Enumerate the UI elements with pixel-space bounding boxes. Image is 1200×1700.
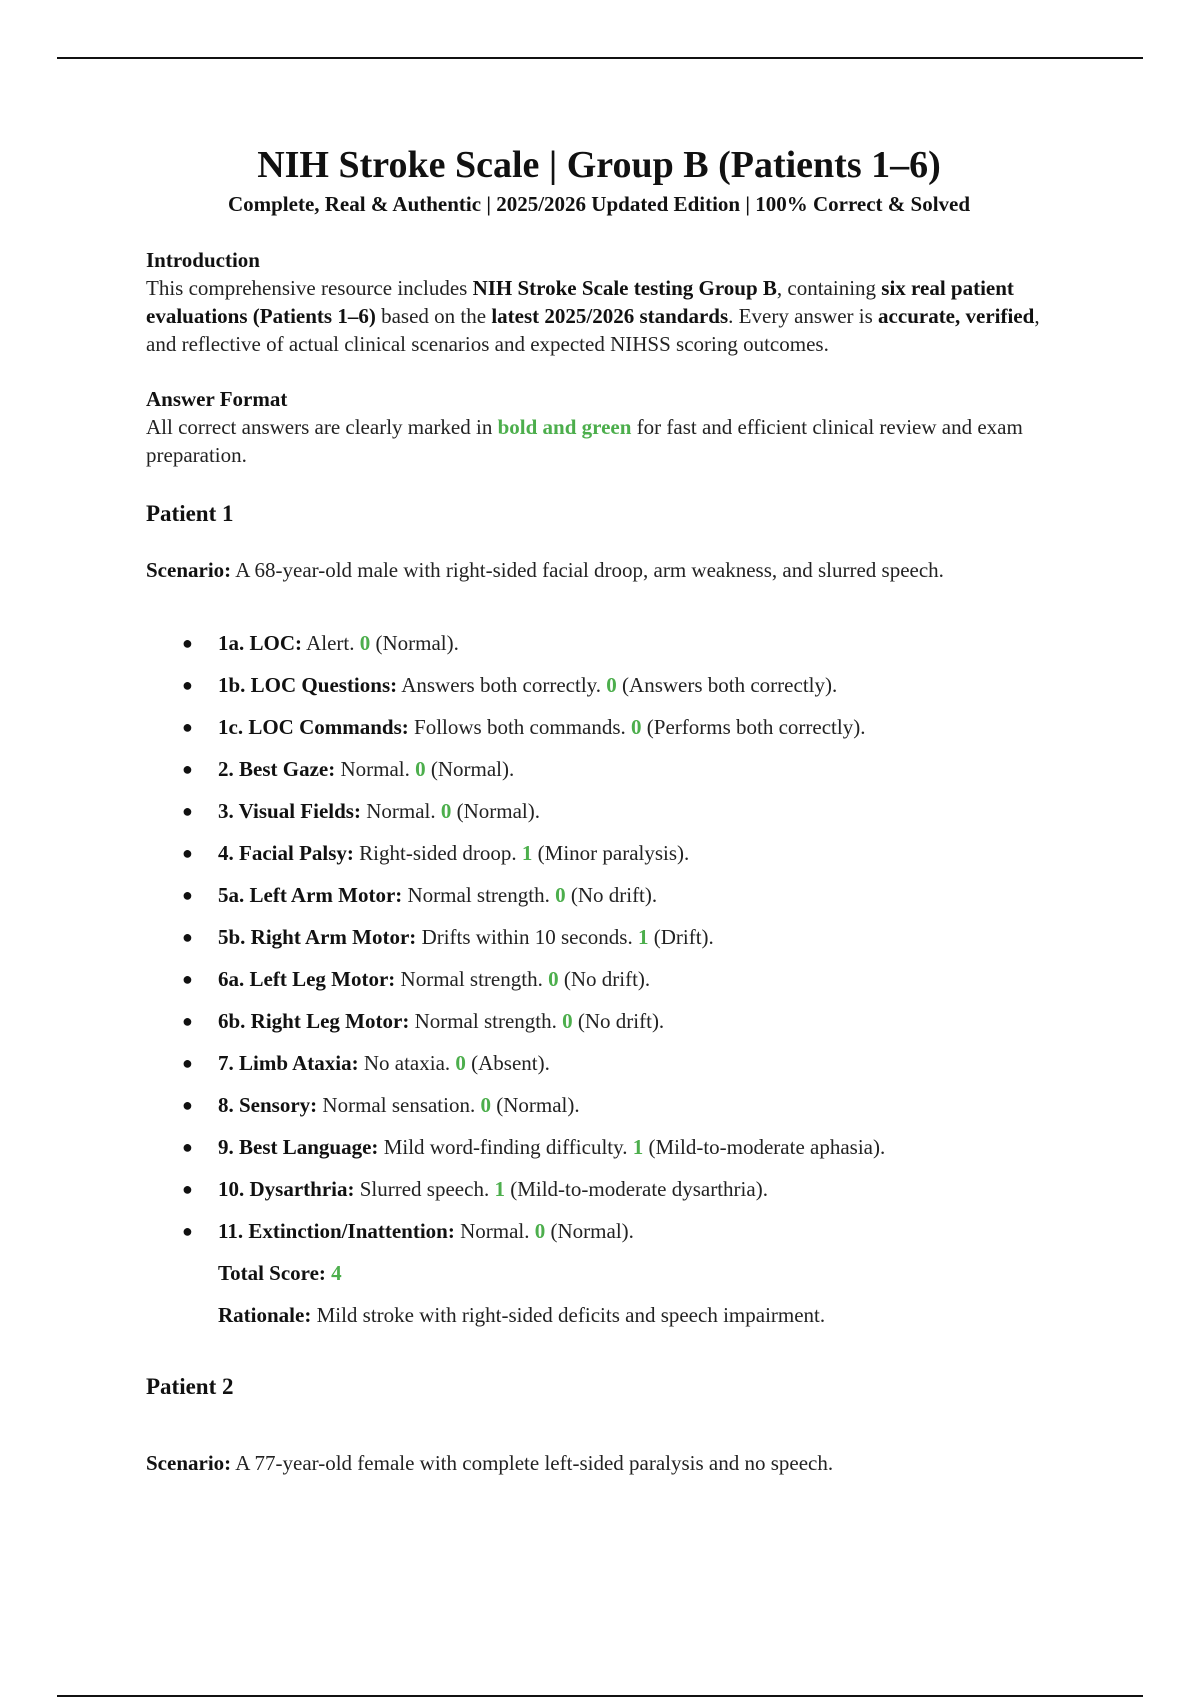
item-score: 1: [632, 1135, 644, 1159]
bullet-icon: ●: [182, 1179, 193, 1199]
rationale: [146, 1294, 1052, 1336]
item-label: 6a. Left Leg Motor:: [218, 967, 396, 991]
bullet-icon: ●: [182, 1137, 193, 1157]
item-note: (Normal).: [425, 757, 515, 781]
scoring-item: [146, 1210, 1052, 1252]
page-title: NIH Stroke Scale | Group B (Patients 1–6): [257, 144, 941, 186]
bullet-icon: ●: [182, 1011, 193, 1031]
bullet-icon: ●: [182, 633, 193, 653]
item-label: 10. Dysarthria:: [218, 1177, 355, 1201]
intro-text: , and reflective of actual clinical scenarios and expected NIHSS scoring outcomes.: [146, 304, 1040, 356]
item-label: 8. Sensory:: [218, 1093, 318, 1117]
patient-1-item-list: [146, 622, 1052, 1252]
item-finding: Alert.: [302, 631, 360, 655]
intro-text: This comprehensive resource includes: [146, 276, 473, 300]
intro-bold-text: six real patient evaluations (Patients 1–6): [146, 276, 1014, 328]
scoring-item: [146, 1000, 1052, 1042]
bullet-icon: ●: [182, 759, 193, 779]
introduction-heading: Introduction: [146, 248, 260, 272]
item-label: 4. Facial Palsy:: [218, 841, 354, 865]
scoring-item: [146, 748, 1052, 790]
item-note: (No drift).: [565, 883, 658, 907]
scenario-text: A 77-year-old female with complete left-sided paralysis and no speech.: [231, 1451, 834, 1475]
bullet-icon: ●: [182, 717, 193, 737]
scoring-item: [146, 958, 1052, 1000]
total-score: [146, 1252, 1052, 1294]
item-finding: Normal.: [454, 1219, 535, 1243]
item-note: (Normal).: [370, 631, 459, 655]
item-note: (Drift).: [648, 925, 714, 949]
scoring-item: [146, 1084, 1052, 1126]
intro-text: , containing: [776, 276, 882, 300]
bullet-icon: ●: [182, 843, 193, 863]
item-note: (Absent).: [465, 1051, 550, 1075]
item-finding: Answers both correctly.: [397, 673, 607, 697]
scoring-item: [146, 832, 1052, 874]
item-score: 0: [548, 967, 559, 991]
item-label: 7. Limb Ataxia:: [218, 1051, 359, 1075]
document-page: [146, 140, 1052, 1485]
answer-format-heading: Answer Format: [146, 387, 288, 411]
item-note: (Normal).: [490, 1093, 580, 1117]
rationale-label: Rationale:: [218, 1303, 312, 1327]
item-label: 1a. LOC:: [218, 631, 302, 655]
item-note: (No drift).: [572, 1009, 665, 1033]
answer-format-text: All correct answers are clearly marked in: [146, 415, 498, 439]
scoring-item: [146, 1126, 1052, 1168]
scoring-item: [146, 664, 1052, 706]
patient-1-heading: Patient 1: [146, 501, 234, 526]
item-finding: Normal strength.: [402, 883, 556, 907]
total-score-label: Total Score:: [218, 1261, 326, 1285]
bullet-icon: ●: [182, 1053, 193, 1073]
item-finding: Drifts within 10 seconds.: [416, 925, 638, 949]
item-score: 0: [534, 1219, 546, 1243]
top-rule: [57, 57, 1143, 59]
item-score: 0: [440, 799, 452, 823]
item-finding: Normal strength.: [409, 1009, 563, 1033]
item-label: 11. Extinction/Inattention:: [218, 1219, 455, 1243]
item-note: (Performs both correctly).: [641, 715, 866, 739]
intro-text: . Every answer is: [728, 304, 879, 328]
bottom-rule: [57, 1695, 1143, 1697]
intro-bold-text: latest 2025/2026 standards: [491, 304, 729, 328]
scoring-item: [146, 1042, 1052, 1084]
total-score-value: 4: [331, 1261, 342, 1285]
item-score: 0: [562, 1009, 573, 1033]
bullet-icon: ●: [182, 675, 193, 695]
item-note: (Normal).: [451, 799, 540, 823]
introduction-paragraph: [146, 274, 1052, 358]
item-finding: Follows both commands.: [408, 715, 632, 739]
item-score: 1: [637, 925, 649, 949]
item-label: 2. Best Gaze:: [218, 757, 336, 781]
bullet-icon: ●: [182, 801, 193, 821]
item-label: 1c. LOC Commands:: [218, 715, 409, 739]
scoring-item: [146, 790, 1052, 832]
patient-2-scenario: [146, 1442, 1052, 1485]
item-score: 0: [606, 673, 617, 697]
item-finding: Normal.: [335, 757, 416, 781]
item-score: 0: [415, 757, 426, 781]
item-finding: No ataxia.: [358, 1051, 456, 1075]
item-score: 1: [494, 1177, 505, 1201]
item-label: 9. Best Language:: [218, 1135, 379, 1159]
bullet-icon: ●: [182, 1095, 193, 1115]
intro-bold-text: accurate, verified: [878, 304, 1035, 328]
item-note: (Mild-to-moderate dysarthria).: [504, 1177, 768, 1201]
answer-format-text: for fast and efficient clinical review and exam preparation.: [146, 415, 1023, 467]
item-label: 1b. LOC Questions:: [218, 673, 398, 697]
item-note: (Mild-to-moderate aphasia).: [643, 1135, 886, 1159]
scenario-label: Scenario:: [146, 558, 232, 582]
item-note: (Normal).: [545, 1219, 634, 1243]
item-finding: Right-sided droop.: [353, 841, 522, 865]
item-label: 5a. Left Arm Motor:: [218, 883, 403, 907]
patient-2-heading: Patient 2: [146, 1374, 234, 1399]
item-finding: Normal.: [360, 799, 441, 823]
page-subtitle: Complete, Real & Authentic | 2025/2026 Updated Edition | 100% Correct & Solved: [227, 192, 971, 216]
item-finding: Slurred speech.: [354, 1177, 495, 1201]
item-finding: Normal sensation.: [317, 1093, 481, 1117]
item-finding: Mild word-finding difficulty.: [378, 1135, 633, 1159]
item-score: 0: [555, 883, 566, 907]
intro-bold-text: NIH Stroke Scale testing Group B: [472, 276, 777, 300]
bullet-icon: ●: [182, 885, 193, 905]
item-label: 6b. Right Leg Motor:: [218, 1009, 410, 1033]
scenario-label: Scenario:: [146, 1451, 232, 1475]
bullet-icon: ●: [182, 969, 193, 989]
rationale-text: Mild stroke with right-sided deficits and speech impairment.: [311, 1303, 826, 1327]
scenario-text: A 68-year-old male with right-sided facial droop, arm weakness, and slurred speech.: [231, 558, 944, 582]
item-finding: Normal strength.: [395, 967, 549, 991]
item-score: 0: [455, 1051, 466, 1075]
item-score: 0: [631, 715, 642, 739]
scoring-item: [146, 874, 1052, 916]
patient-1-scenario: [146, 549, 1052, 592]
bullet-icon: ●: [182, 927, 193, 947]
bullet-icon: ●: [182, 1221, 193, 1241]
item-note: (No drift).: [558, 967, 651, 991]
item-label: 3. Visual Fields:: [218, 799, 361, 823]
item-note: (Answers both correctly).: [616, 673, 838, 697]
scoring-item: [146, 916, 1052, 958]
item-note: (Minor paralysis).: [532, 841, 690, 865]
scoring-item: [146, 622, 1052, 664]
answer-format-paragraph: [146, 413, 1052, 469]
answer-format-highlight: bold and green: [497, 415, 632, 439]
intro-text: based on the: [375, 304, 492, 328]
scoring-item: [146, 706, 1052, 748]
item-score: 1: [521, 841, 533, 865]
item-score: 0: [359, 631, 371, 655]
item-score: 0: [480, 1093, 491, 1117]
scoring-item: [146, 1168, 1052, 1210]
item-label: 5b. Right Arm Motor:: [218, 925, 417, 949]
